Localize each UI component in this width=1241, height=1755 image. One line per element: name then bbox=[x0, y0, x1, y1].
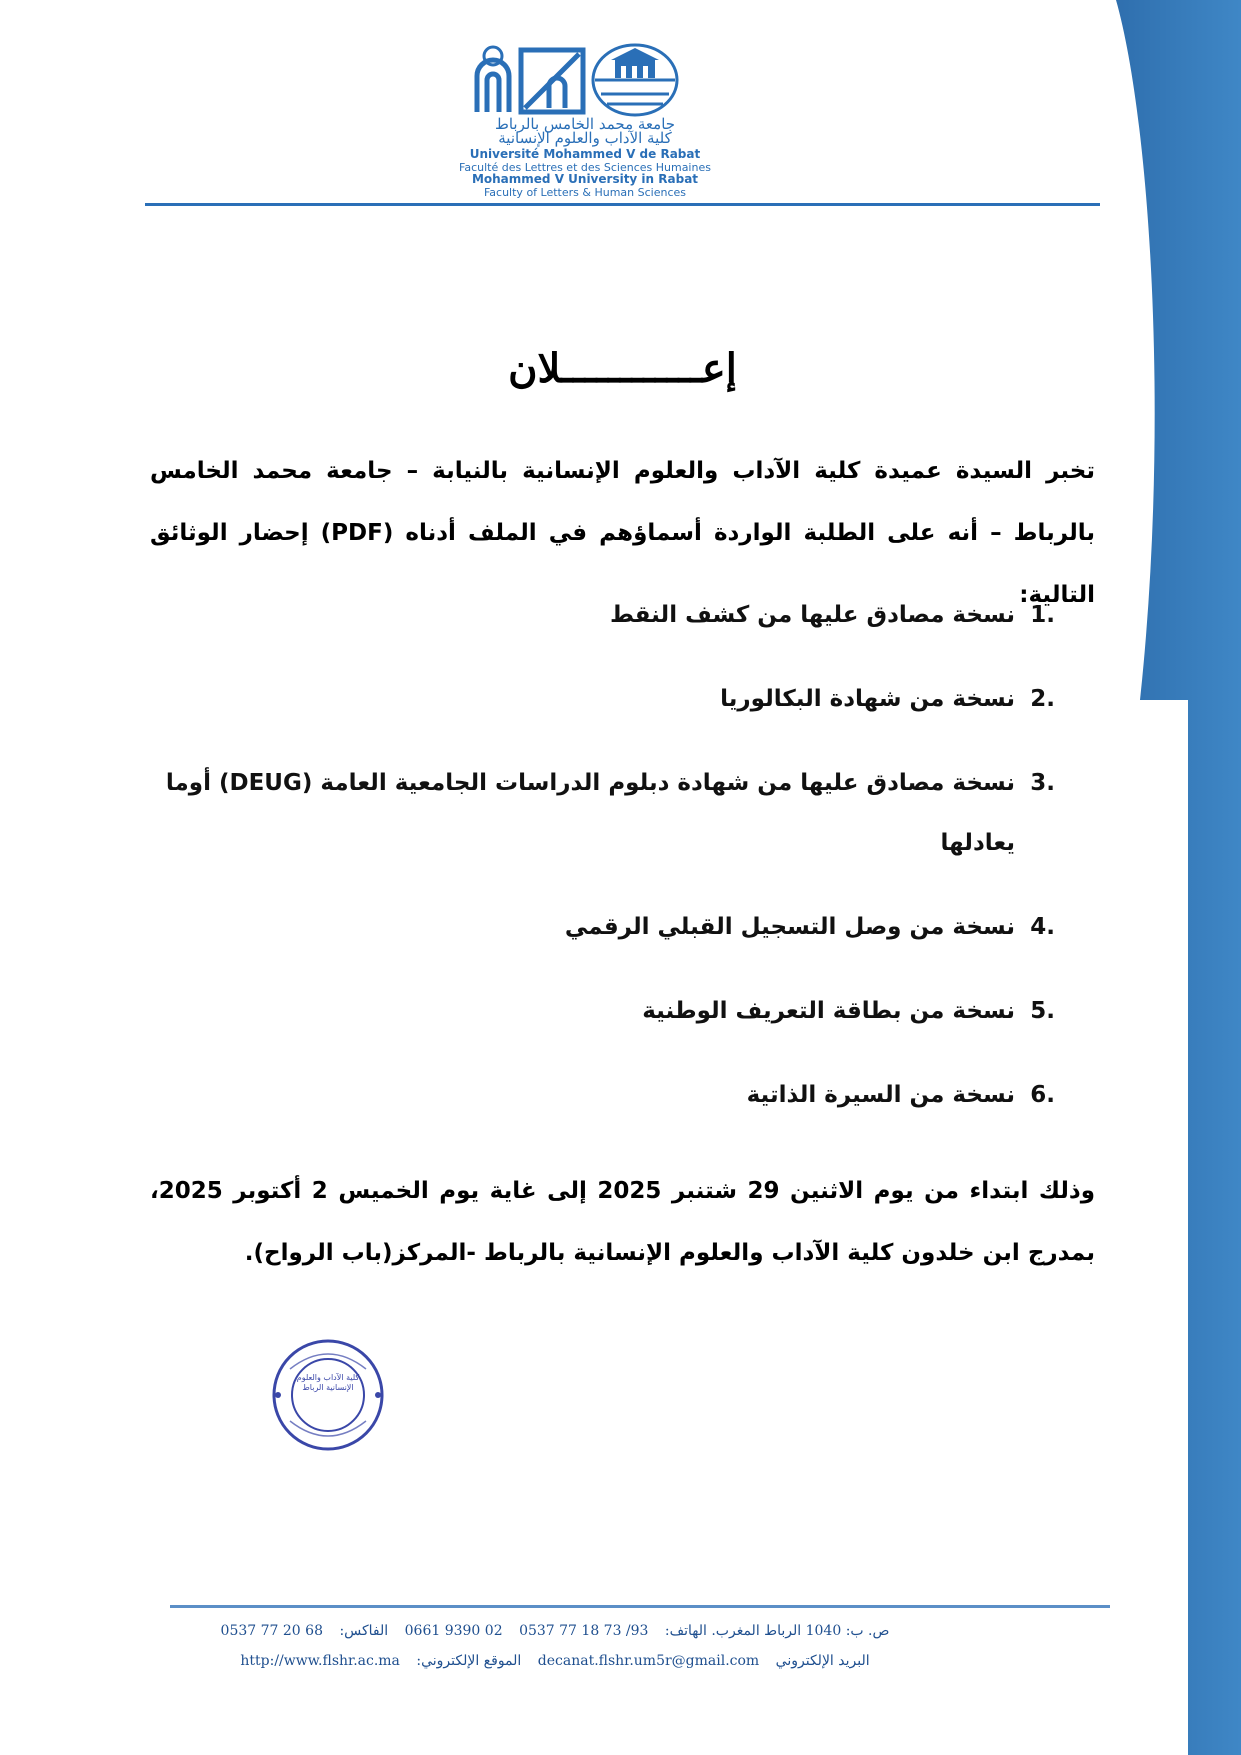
stamp-center-text: كلية الآداب والعلوم الإنسانية الرباط bbox=[296, 1373, 360, 1392]
footer-phone: 0537 77 18 73 /93 bbox=[519, 1623, 649, 1639]
list-item-number: 6. bbox=[1030, 1082, 1055, 1108]
list-item bbox=[150, 981, 1055, 1041]
logo-faculty-english: Faculty of Letters & Human Sciences bbox=[483, 186, 686, 199]
list-item-number: 3. bbox=[1030, 770, 1055, 796]
list-item-number: 4. bbox=[1030, 914, 1055, 940]
list-item bbox=[150, 1065, 1055, 1125]
letterhead bbox=[145, 36, 1100, 208]
footer-email-link[interactable]: decanat.flshr.um5r@gmail.com bbox=[537, 1653, 760, 1669]
footer-mobile: 0661 9390 02 bbox=[404, 1623, 503, 1639]
announcement-intro: تخبر السيدة عميدة كلية الآداب والعلوم الإنسانية بالنيابة – جامعة محمد الخامس بالرباط – أنه على الطلبة الواردة أسماؤهم في الملف أدناه (PDF) إحضار الوثائق التالية: bbox=[150, 458, 1095, 608]
university-logo bbox=[425, 42, 745, 202]
list-item-text: نسخة من بطاقة التعريف الوطنية bbox=[642, 998, 1015, 1024]
footer-email-label: البريد الإلكتروني bbox=[775, 1653, 870, 1669]
logo-faculty-arabic: كلية الآداب والعلوم الإنسانية bbox=[498, 129, 672, 147]
list-item bbox=[150, 669, 1055, 729]
logo-faculty-french: Faculté des Lettres et des Sciences Humaines bbox=[459, 161, 711, 174]
list-item bbox=[150, 897, 1055, 957]
footer-website-label: الموقع الإلكتروني: bbox=[416, 1653, 522, 1669]
logo-university-arabic: جامعة محمد الخامس بالرباط bbox=[494, 115, 676, 133]
stamp-seal-icon bbox=[268, 1335, 388, 1455]
logo-university-french: Université Mohammed V de Rabat bbox=[469, 147, 701, 161]
list-item-text: نسخة من شهادة البكالوريا bbox=[720, 686, 1015, 712]
footer-web-line bbox=[170, 1653, 940, 1669]
list-item-text: نسخة من السيرة الذاتية bbox=[746, 1082, 1015, 1108]
footer-fax: 0537 77 20 68 bbox=[220, 1623, 323, 1639]
header-divider bbox=[145, 203, 1100, 206]
list-item-number: 5. bbox=[1030, 998, 1055, 1024]
faculty-emblem-icon bbox=[425, 42, 745, 118]
footer-contact-line bbox=[170, 1623, 940, 1639]
list-item-text: نسخة من وصل التسجيل القبلي الرقمي bbox=[564, 914, 1015, 940]
list-item bbox=[150, 753, 1055, 873]
announcement-title: إعــــــــــــلان bbox=[508, 345, 737, 392]
official-stamp bbox=[268, 1335, 388, 1455]
list-item-text: نسخة مصادق عليها من كشف النقط bbox=[609, 602, 1015, 628]
announcement-closing: وذلك ابتداء من يوم الاثنين 29 شتنبر 2025 إلى غاية يوم الخميس 2 أكتوبر 2025، بمدرج ابن خلدون كلية الآداب والعلوم الإنسانية بالرباط -المركز(باب الرواح). bbox=[150, 1178, 1096, 1266]
list-item bbox=[150, 585, 1055, 645]
list-item-number: 2. bbox=[1030, 686, 1055, 712]
footer-website-link[interactable]: http://www.flshr.ac.ma bbox=[240, 1653, 400, 1669]
footer-fax-label: الفاكس: bbox=[339, 1623, 389, 1639]
footer-divider bbox=[170, 1605, 1110, 1608]
footer-address: ص. ب: 1040 الرباط المغرب. الهاتف: bbox=[664, 1623, 890, 1639]
list-item-text: نسخة مصادق عليها من شهادة دبلوم الدراسات الجامعية العامة (DEUG) أوما يعادلها bbox=[165, 770, 1015, 856]
required-documents-list bbox=[150, 585, 1055, 1149]
list-item-number: 1. bbox=[1030, 602, 1055, 628]
logo-university-english: Mohammed V University in Rabat bbox=[471, 172, 699, 186]
